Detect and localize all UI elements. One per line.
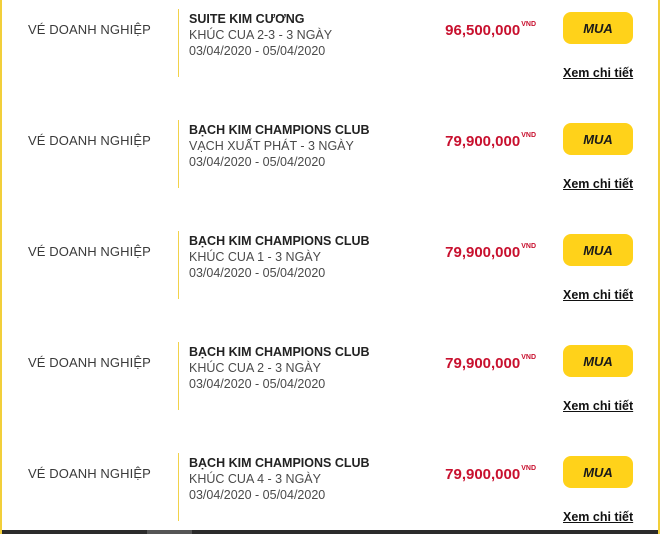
ticket-price — [445, 466, 536, 483]
row-divider — [178, 453, 179, 521]
price-value: 96,500,000 — [445, 22, 521, 39]
buy-button[interactable]: MUA — [563, 234, 633, 266]
row-divider — [178, 231, 179, 299]
price-currency: VND — [521, 465, 536, 472]
row-divider — [178, 120, 179, 188]
ticket-name: SUITE KIM CƯƠNG — [189, 12, 305, 26]
horizontal-scrollbar[interactable] — [2, 530, 660, 534]
ticket-area: KHÚC CUA 2 - 3 NGÀY — [189, 361, 321, 375]
price-currency: VND — [521, 132, 536, 139]
buy-button[interactable]: MUA — [563, 123, 633, 155]
view-details-link[interactable]: Xem chi tiết — [563, 288, 634, 302]
ticket-dates: 03/04/2020 - 05/04/2020 — [189, 266, 326, 280]
ticket-name: BẠCH KIM CHAMPIONS CLUB — [189, 456, 370, 470]
ticket-row — [2, 0, 658, 111]
ticket-dates: 03/04/2020 - 05/04/2020 — [189, 44, 326, 58]
price-currency: VND — [521, 354, 536, 361]
price-value: 79,900,000 — [445, 466, 521, 483]
view-details-link[interactable]: Xem chi tiết — [563, 66, 634, 80]
ticket-details — [189, 233, 370, 281]
ticket-name: BẠCH KIM CHAMPIONS CLUB — [189, 345, 370, 359]
price-currency: VND — [521, 243, 536, 250]
ticket-type: VÉ DOANH NGHIỆP — [28, 22, 151, 37]
row-divider — [178, 9, 179, 77]
ticket-details — [189, 122, 370, 170]
view-details-link[interactable]: Xem chi tiết — [563, 399, 634, 413]
ticket-row — [2, 111, 658, 222]
ticket-area: KHÚC CUA 1 - 3 NGÀY — [189, 250, 321, 264]
view-details-link[interactable]: Xem chi tiết — [563, 177, 634, 191]
ticket-dates: 03/04/2020 - 05/04/2020 — [189, 488, 326, 502]
ticket-type: VÉ DOANH NGHIỆP — [28, 466, 151, 481]
ticket-name: BẠCH KIM CHAMPIONS CLUB — [189, 234, 370, 248]
buy-button[interactable]: MUA — [563, 456, 633, 488]
view-details-link[interactable]: Xem chi tiết — [563, 510, 634, 524]
ticket-row — [2, 444, 658, 534]
ticket-area: KHÚC CUA 2-3 - 3 NGÀY — [189, 28, 333, 42]
price-value: 79,900,000 — [445, 244, 521, 261]
buy-button[interactable]: MUA — [563, 345, 633, 377]
scrollbar-thumb[interactable] — [147, 530, 192, 534]
ticket-area: VẠCH XUẤT PHÁT - 3 NGÀY — [189, 139, 354, 153]
ticket-details — [189, 455, 370, 503]
ticket-row — [2, 222, 658, 333]
ticket-type: VÉ DOANH NGHIỆP — [28, 133, 151, 148]
ticket-name: BẠCH KIM CHAMPIONS CLUB — [189, 123, 370, 137]
row-divider — [178, 342, 179, 410]
ticket-details — [189, 344, 370, 392]
buy-button[interactable]: MUA — [563, 12, 633, 44]
price-currency: VND — [521, 21, 536, 28]
ticket-price — [445, 355, 536, 372]
price-value: 79,900,000 — [445, 133, 521, 150]
ticket-price — [445, 244, 536, 261]
ticket-type: VÉ DOANH NGHIỆP — [28, 355, 151, 370]
ticket-type: VÉ DOANH NGHIỆP — [28, 244, 151, 259]
ticket-dates: 03/04/2020 - 05/04/2020 — [189, 377, 326, 391]
ticket-row — [2, 333, 658, 444]
ticket-area: KHÚC CUA 4 - 3 NGÀY — [189, 472, 321, 486]
price-value: 79,900,000 — [445, 355, 521, 372]
ticket-price — [445, 133, 536, 150]
ticket-dates: 03/04/2020 - 05/04/2020 — [189, 155, 326, 169]
ticket-details — [189, 11, 332, 59]
ticket-price — [445, 22, 536, 39]
